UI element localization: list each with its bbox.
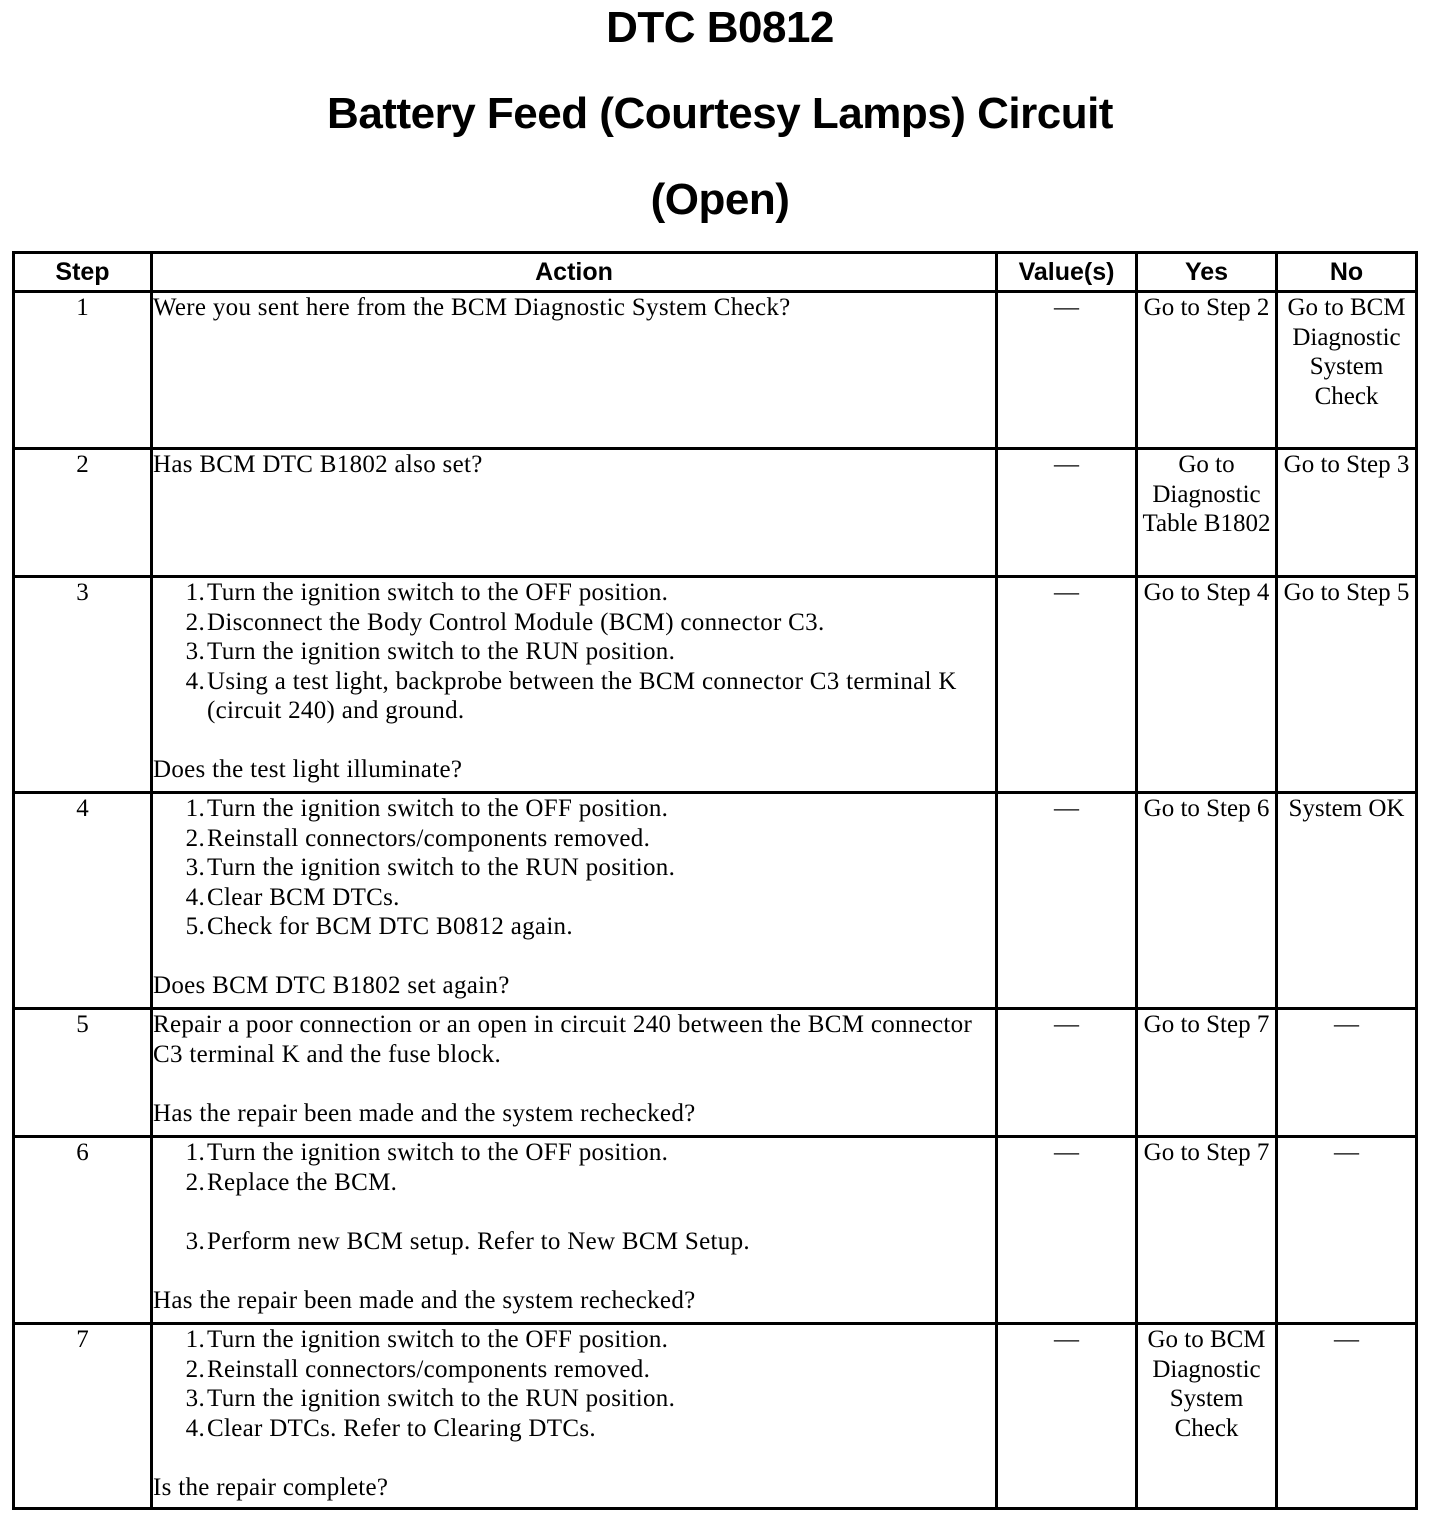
action-steps	[153, 794, 995, 942]
action-cell	[152, 1137, 997, 1324]
step-text: Check for BCM DTC B0812 again.	[207, 913, 573, 940]
action-step	[177, 794, 995, 824]
action-step	[177, 637, 995, 667]
step-index: 1.	[185, 1139, 205, 1166]
header-action: Action	[152, 253, 997, 292]
step-text: Using a test light, backprobe between the BCM connector C3 terminal K (circuit 240) and ground.	[207, 667, 957, 724]
step-index: 2.	[185, 1355, 205, 1383]
action-step	[177, 1414, 995, 1444]
action-cell	[152, 449, 997, 577]
step-index: 1.	[185, 579, 205, 606]
action-cell	[152, 1324, 997, 1509]
step-text: Clear DTCs. Refer to Clearing DTCs.	[207, 1414, 596, 1442]
table-row	[14, 292, 1417, 449]
step-text: Perform new BCM setup. Refer to New BCM Setup.	[207, 1227, 750, 1255]
step-index: 4.	[185, 667, 205, 695]
step-text: Replace the BCM.	[207, 1168, 398, 1196]
action-steps	[153, 578, 995, 726]
step-index: 3.	[185, 638, 205, 665]
action-steps	[153, 1138, 995, 1256]
step-index: 3.	[185, 854, 205, 881]
yes-result: Go to BCM Diagnostic System Check	[1137, 1324, 1277, 1509]
step-index: 2.	[185, 608, 205, 636]
step-index: 3.	[185, 1227, 205, 1255]
title-line-3: (Open)	[650, 175, 790, 224]
title-line-1: DTC B0812	[606, 3, 834, 52]
yes-result: Go to Step 6	[1137, 793, 1277, 1009]
yes-result: Go to Step 7	[1137, 1137, 1277, 1324]
step-text: Turn the ignition switch to the OFF position.	[207, 1326, 669, 1353]
step-index: 4.	[185, 883, 205, 911]
step-number: 5	[14, 1009, 152, 1137]
action-text: Repair a poor connection or an open in circuit 240 between the BCM connector C3 terminal K and the fuse block.	[153, 1011, 973, 1068]
action-step	[177, 578, 995, 608]
action-text: Were you sent here from the BCM Diagnostic System Check?	[153, 294, 791, 321]
action-question: Does the test light illuminate?	[153, 756, 463, 783]
step-index: 1.	[185, 1326, 205, 1353]
no-result: Go to Step 5	[1277, 577, 1417, 793]
value-cell: —	[997, 449, 1137, 577]
action-step	[177, 853, 995, 883]
header-yes: Yes	[1137, 253, 1277, 292]
step-number: 3	[14, 577, 152, 793]
table-row	[14, 1324, 1417, 1509]
action-step	[177, 1227, 995, 1257]
action-step	[177, 912, 995, 942]
step-index: 2.	[185, 824, 205, 852]
header-no: No	[1277, 253, 1417, 292]
table-row	[14, 1137, 1417, 1324]
action-step	[177, 1168, 995, 1198]
action-step	[177, 667, 995, 726]
spacer	[177, 1197, 995, 1227]
step-index: 2.	[185, 1168, 205, 1196]
table-row	[14, 449, 1417, 577]
value-cell: —	[997, 1137, 1137, 1324]
step-index: 3.	[185, 1385, 205, 1412]
yes-result: Go to Step 4	[1137, 577, 1277, 793]
action-cell	[152, 793, 997, 1009]
table-row	[14, 793, 1417, 1009]
value-cell: —	[997, 577, 1137, 793]
action-question: Does BCM DTC B1802 set again?	[153, 972, 510, 999]
action-step	[177, 1384, 995, 1414]
table-row	[14, 1009, 1417, 1137]
spacer	[153, 942, 995, 972]
no-result: —	[1277, 1137, 1417, 1324]
yes-result: Go to Step 2	[1137, 292, 1277, 449]
header-values: Value(s)	[997, 253, 1137, 292]
step-text: Turn the ignition switch to the OFF position.	[207, 1139, 669, 1166]
table-header-row	[14, 253, 1417, 292]
step-number: 7	[14, 1324, 152, 1509]
action-cell	[152, 1009, 997, 1137]
step-number: 2	[14, 449, 152, 577]
action-step	[177, 883, 995, 913]
step-number: 4	[14, 793, 152, 1009]
spacer	[153, 726, 995, 756]
value-cell: —	[997, 1324, 1137, 1509]
no-result: —	[1277, 1009, 1417, 1137]
step-text: Reinstall connectors/components removed.	[207, 1355, 651, 1383]
title-line-2: Battery Feed (Courtesy Lamps) Circuit	[327, 89, 1113, 138]
spacer	[153, 1443, 995, 1473]
step-text: Turn the ignition switch to the RUN position.	[207, 1385, 676, 1412]
step-number: 1	[14, 292, 152, 449]
action-question: Has the repair been made and the system rechecked?	[153, 1286, 696, 1314]
value-cell: —	[997, 1009, 1137, 1137]
header-step: Step	[14, 253, 152, 292]
no-result: Go to BCM Diagnostic System Check	[1277, 292, 1417, 449]
step-index: 4.	[185, 1414, 205, 1442]
value-cell: —	[997, 793, 1137, 1009]
action-cell	[152, 577, 997, 793]
step-index: 5.	[185, 913, 205, 940]
step-text: Turn the ignition switch to the OFF position.	[207, 795, 669, 822]
action-step	[177, 824, 995, 854]
no-result: System OK	[1277, 793, 1417, 1009]
action-question: Is the repair complete?	[153, 1473, 389, 1501]
step-text: Turn the ignition switch to the RUN position.	[207, 854, 676, 881]
step-text: Turn the ignition switch to the RUN position.	[207, 638, 676, 665]
action-steps	[153, 1325, 995, 1443]
no-result: —	[1277, 1324, 1417, 1509]
table-row	[14, 577, 1417, 793]
value-cell: —	[997, 292, 1137, 449]
action-step	[177, 1325, 995, 1355]
step-text: Clear BCM DTCs.	[207, 883, 400, 911]
action-cell	[152, 292, 997, 449]
action-step	[177, 1138, 995, 1168]
step-text: Turn the ignition switch to the OFF position.	[207, 579, 669, 606]
step-text: Disconnect the Body Control Module (BCM) connector C3.	[207, 608, 825, 636]
action-question: Has the repair been made and the system rechecked?	[153, 1099, 696, 1127]
diagnostic-table	[12, 251, 1418, 1510]
spacer	[153, 1256, 995, 1286]
yes-result: Go to Diagnostic Table B1802	[1137, 449, 1277, 577]
table-body	[14, 292, 1417, 1509]
action-text: Has BCM DTC B1802 also set?	[153, 451, 483, 478]
action-step	[177, 1355, 995, 1385]
spacer	[153, 1069, 995, 1099]
step-text: Reinstall connectors/components removed.	[207, 824, 651, 852]
step-number: 6	[14, 1137, 152, 1324]
step-index: 1.	[185, 795, 205, 822]
no-result: Go to Step 3	[1277, 449, 1417, 577]
action-step	[177, 608, 995, 638]
yes-result: Go to Step 7	[1137, 1009, 1277, 1137]
